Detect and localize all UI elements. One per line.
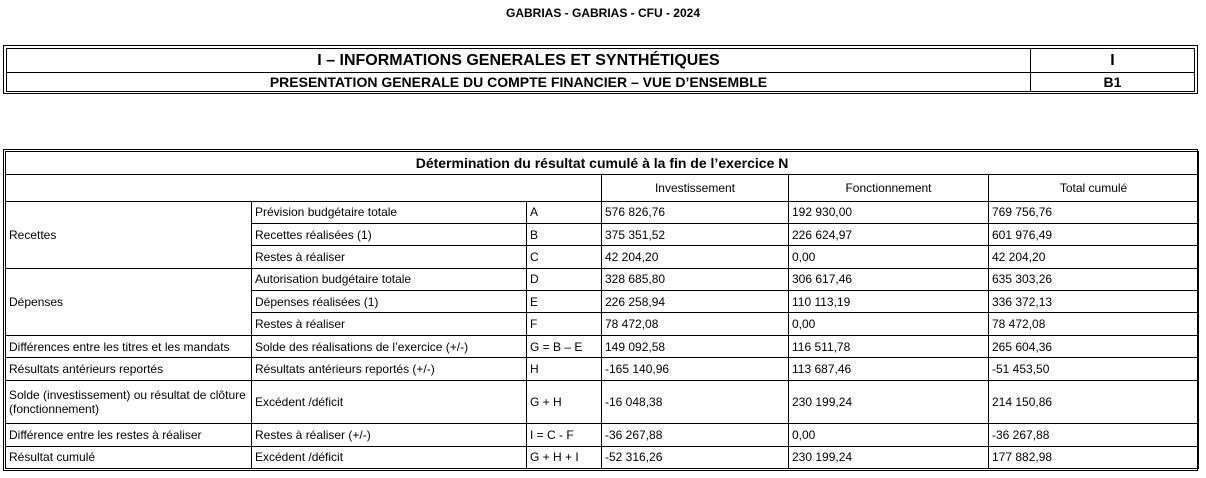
row-code: G + H + I bbox=[527, 446, 602, 468]
row-label: Solde des réalisations de l’exercice (+/-) bbox=[252, 335, 527, 357]
table-title: Détermination du résultat cumulé à la fin de l’exercice N bbox=[6, 152, 1199, 175]
cell-investissement: -16 048,38 bbox=[602, 380, 789, 424]
cell-investissement: 328 685,80 bbox=[602, 268, 789, 290]
row-label: Restes à réaliser bbox=[252, 313, 527, 335]
cell-fonctionnement: 0,00 bbox=[789, 246, 989, 268]
row-label: Restes à réaliser (+/-) bbox=[252, 424, 527, 446]
cell-fonctionnement: 116 511,78 bbox=[789, 335, 989, 357]
cell-fonctionnement: 230 199,24 bbox=[789, 446, 989, 468]
cell-total: 601 976,49 bbox=[989, 224, 1199, 246]
section-subtitle: PRESENTATION GENERALE DU COMPTE FINANCIER – VUE D’ENSEMBLE bbox=[7, 73, 1031, 92]
group-label: Différences entre les titres et les mandats bbox=[6, 335, 252, 357]
section-code: I bbox=[1031, 49, 1195, 73]
cell-investissement: -165 140,96 bbox=[602, 358, 789, 380]
table-row bbox=[6, 268, 1199, 290]
cell-total: 42 204,20 bbox=[989, 246, 1199, 268]
row-code: F bbox=[527, 313, 602, 335]
table-row bbox=[6, 335, 1199, 357]
cell-total: -51 453,50 bbox=[989, 358, 1199, 380]
row-code: G + H bbox=[527, 380, 602, 424]
table-row bbox=[6, 424, 1199, 446]
cell-total: 78 472,08 bbox=[989, 313, 1199, 335]
column-header-fonctionnement: Fonctionnement bbox=[789, 175, 989, 201]
row-code: A bbox=[527, 201, 602, 223]
column-header-total: Total cumulé bbox=[989, 175, 1199, 201]
group-label: Différence entre les restes à réaliser bbox=[6, 424, 252, 446]
cell-fonctionnement: 226 624,97 bbox=[789, 224, 989, 246]
cell-fonctionnement: 192 930,00 bbox=[789, 201, 989, 223]
section-header bbox=[3, 45, 1198, 94]
row-label: Recettes réalisées (1) bbox=[252, 224, 527, 246]
row-code: C bbox=[527, 246, 602, 268]
row-code: H bbox=[527, 358, 602, 380]
cell-investissement: 149 092,58 bbox=[602, 335, 789, 357]
row-label: Restes à réaliser bbox=[252, 246, 527, 268]
group-label-depenses: Dépenses bbox=[6, 268, 252, 335]
cell-total: 635 303,26 bbox=[989, 268, 1199, 290]
group-label-recettes: Recettes bbox=[6, 201, 252, 268]
column-header-investissement: Investissement bbox=[602, 175, 789, 201]
table-row bbox=[6, 380, 1199, 424]
group-label: Résultat cumulé bbox=[6, 446, 252, 468]
row-label: Autorisation budgétaire totale bbox=[252, 268, 527, 290]
cell-fonctionnement: 113 687,46 bbox=[789, 358, 989, 380]
cell-investissement: 42 204,20 bbox=[602, 246, 789, 268]
cell-investissement: 226 258,94 bbox=[602, 291, 789, 313]
group-label: Solde (investissement) ou résultat de clôture (fonctionnement) bbox=[6, 380, 252, 424]
row-code: I = C - F bbox=[527, 424, 602, 446]
document-title: GABRIAS - GABRIAS - CFU - 2024 bbox=[505, 6, 701, 20]
group-label: Résultats antérieurs reportés bbox=[6, 358, 252, 380]
row-label: Excédent /déficit bbox=[252, 446, 527, 468]
cell-fonctionnement: 110 113,19 bbox=[789, 291, 989, 313]
cell-investissement: 576 826,76 bbox=[602, 201, 789, 223]
row-label: Excédent /déficit bbox=[252, 380, 527, 424]
row-label: Prévision budgétaire totale bbox=[252, 201, 527, 223]
row-label: Résultats antérieurs reportés (+/-) bbox=[252, 358, 527, 380]
row-label: Dépenses réalisées (1) bbox=[252, 291, 527, 313]
cell-fonctionnement: 0,00 bbox=[789, 313, 989, 335]
cell-investissement: -52 316,26 bbox=[602, 446, 789, 468]
table-row bbox=[6, 201, 1199, 223]
row-code: E bbox=[527, 291, 602, 313]
empty-header-cell bbox=[6, 175, 602, 201]
cell-investissement: -36 267,88 bbox=[602, 424, 789, 446]
cell-total: 265 604,36 bbox=[989, 335, 1199, 357]
row-code: G = B – E bbox=[527, 335, 602, 357]
row-code: D bbox=[527, 268, 602, 290]
table-row bbox=[6, 358, 1199, 380]
cell-total: 214 150,86 bbox=[989, 380, 1199, 424]
cell-fonctionnement: 0,00 bbox=[789, 424, 989, 446]
cell-fonctionnement: 230 199,24 bbox=[789, 380, 989, 424]
cell-total: -36 267,88 bbox=[989, 424, 1199, 446]
cell-fonctionnement: 306 617,46 bbox=[789, 268, 989, 290]
cell-investissement: 375 351,52 bbox=[602, 224, 789, 246]
section-title: I – INFORMATIONS GENERALES ET SYNTHÉTIQUES bbox=[7, 49, 1031, 73]
table-row bbox=[6, 446, 1199, 468]
cell-total: 769 756,76 bbox=[989, 201, 1199, 223]
subsection-code: B1 bbox=[1031, 73, 1195, 92]
cell-investissement: 78 472,08 bbox=[602, 313, 789, 335]
row-code: B bbox=[527, 224, 602, 246]
cell-total: 336 372,13 bbox=[989, 291, 1199, 313]
result-table bbox=[3, 149, 1198, 471]
cell-total: 177 882,98 bbox=[989, 446, 1199, 468]
